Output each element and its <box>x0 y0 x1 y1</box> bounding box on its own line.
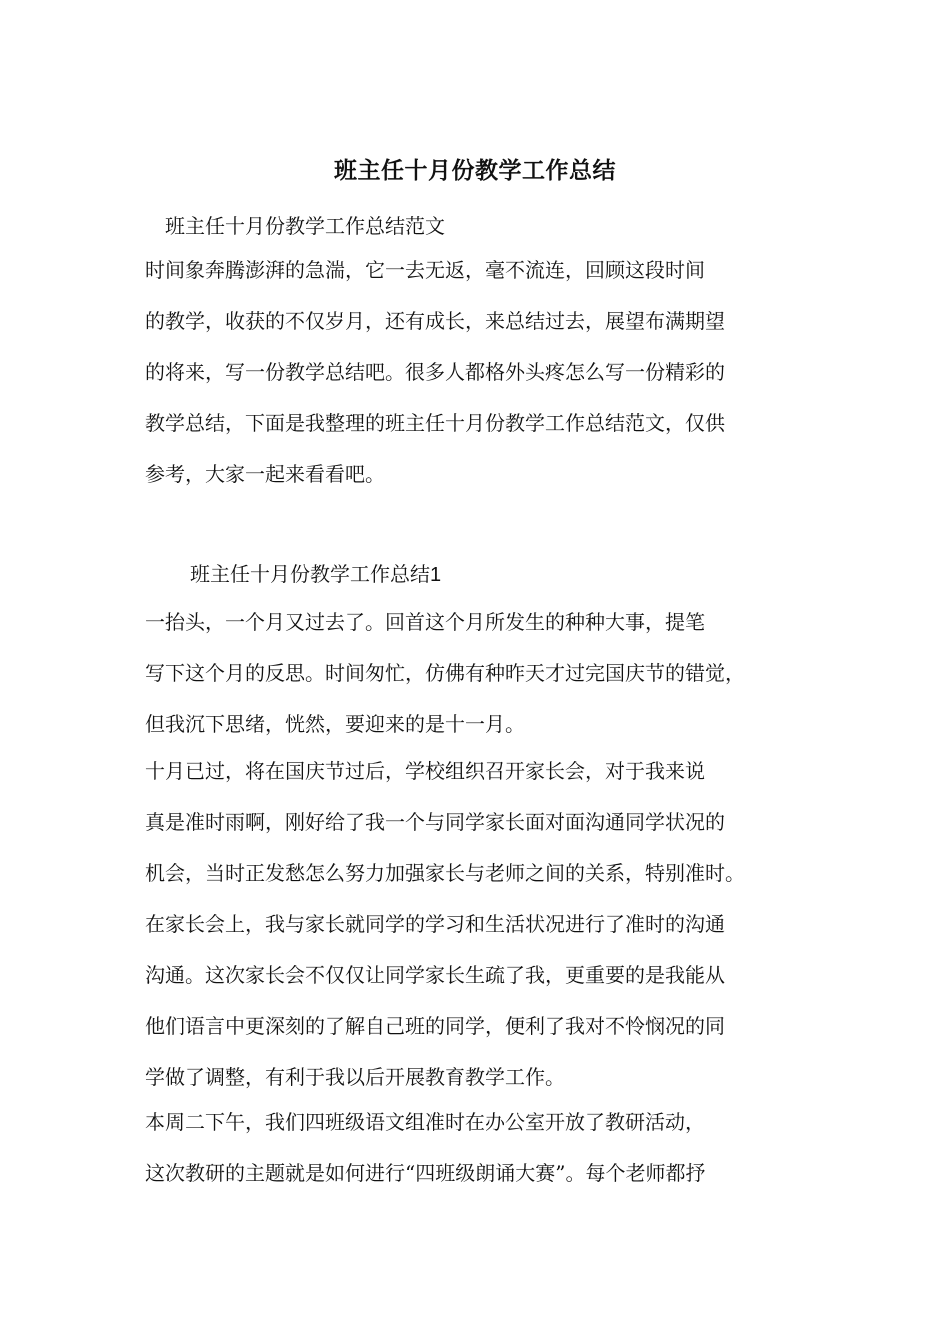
paragraph-line: 但我沉下思绪，恍然，要迎来的是十一月。 <box>145 712 525 736</box>
intro-paragraph <box>145 245 825 500</box>
intro-line: 的教学，收获的不仅岁月，还有成长，来总结过去，展望布满期望 <box>145 309 725 333</box>
paragraph-line: 在家长会上，我与家长就同学的学习和生活状况进行了准时的沟通 <box>145 912 725 936</box>
body-paragraph-3 <box>145 1097 825 1199</box>
document-subtitle: 班主任十月份教学工作总结范文 <box>165 214 445 238</box>
paragraph-line: 机会，当时正发愁怎么努力加强家长与老师之间的关系，特别准时。 <box>145 861 745 885</box>
section-heading <box>190 558 441 587</box>
section-heading-number: 1 <box>430 564 442 586</box>
intro-line: 教学总结，下面是我整理的班主任十月份教学工作总结范文，仅供 <box>145 411 725 435</box>
intro-line: 时间象奔腾澎湃的急湍，它一去无返，毫不流连，回顾这段时间 <box>145 258 705 282</box>
intro-line: 参考，大家一起来看看吧。 <box>145 462 385 486</box>
body-paragraph-2 <box>145 746 825 1103</box>
paragraph-line: 十月已过，将在国庆节过后，学校组织召开家长会，对于我来说 <box>145 759 705 783</box>
body-paragraph-1 <box>145 597 825 750</box>
paragraph-line: 学做了调整，有利于我以后开展教育教学工作。 <box>145 1065 565 1089</box>
intro-line: 的将来，写一份教学总结吧。很多人都格外头疼怎么写一份精彩的 <box>145 360 725 384</box>
section-heading-text: 班主任十月份教学工作总结 <box>190 562 430 586</box>
paragraph-line: 真是准时雨啊，刚好给了我一个与同学家长面对面沟通同学状况的 <box>145 810 725 834</box>
paragraph-line: 他们语言中更深刻的了解自己班的同学，便利了我对不怜悯况的同 <box>145 1014 725 1038</box>
paragraph-line: 一抬头，一个月又过去了。回首这个月所发生的种种大事，提笔 <box>145 610 705 634</box>
paragraph-line: 本周二下午，我们四班级语文组准时在办公室开放了教研活动， <box>145 1110 705 1134</box>
document-title: 班主任十月份教学工作总结 <box>334 157 616 184</box>
paragraph-line: 沟通。这次家长会不仅仅让同学家长生疏了我，更重要的是我能从 <box>145 963 725 987</box>
paragraph-line: 写下这个月的反思。时间匆忙，仿佛有种昨天才过完国庆节的错觉， <box>145 661 745 685</box>
paragraph-line: 这次教研的主题就是如何进行“四班级朗诵大赛”。每个老师都抒 <box>145 1161 706 1185</box>
